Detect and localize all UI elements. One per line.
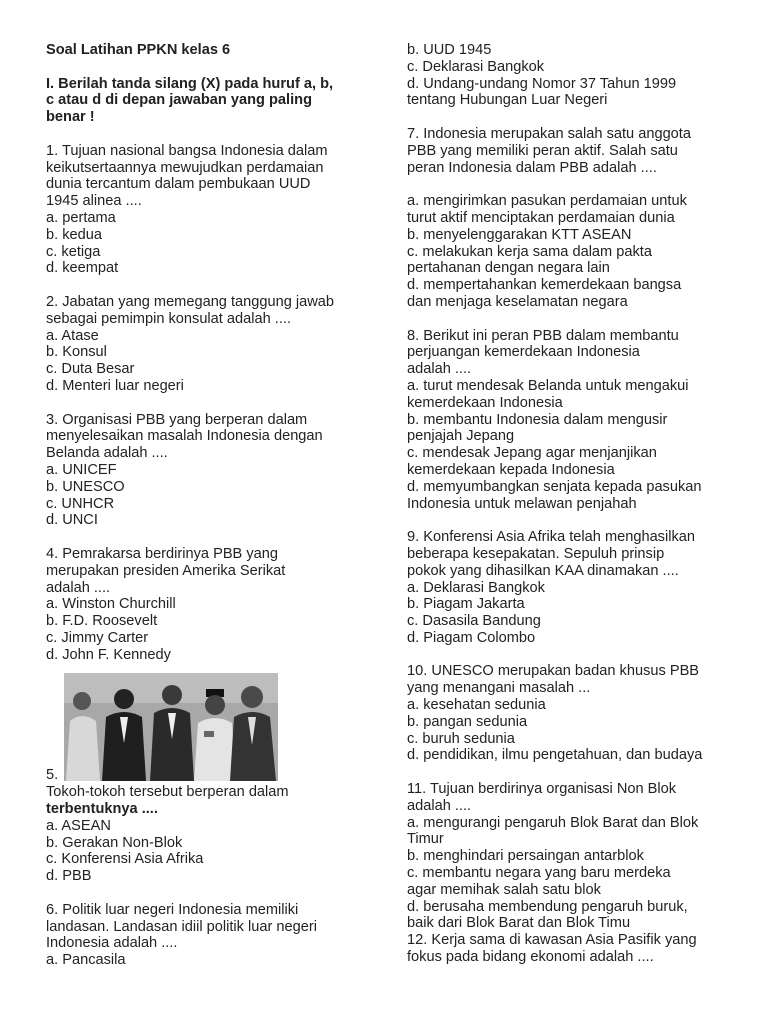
question-text: adalah ....	[407, 361, 472, 378]
answer-option: c. buruh sedunia	[407, 730, 515, 747]
question-text: pokok yang dihasilkan KAA dinamakan ....	[407, 562, 679, 579]
answer-option: d. PBB	[46, 868, 92, 885]
answer-option: d. Piagam Colombo	[407, 629, 536, 646]
answer-option: a. UNICEF	[46, 461, 117, 478]
answer-option: Indonesia untuk melawan penjahah	[407, 495, 637, 512]
question-2	[46, 294, 366, 395]
question-text: adalah ....	[46, 579, 111, 596]
answer-option: b. Konsul	[46, 344, 107, 361]
question-text: 6. Politik luar negeri Indonesia memiliki	[46, 901, 299, 918]
answer-option: pertahanan dengan negara lain	[407, 260, 610, 277]
answer-option: b. UUD 1945	[407, 42, 492, 58]
question-text: 12. Kerja sama di kawasan Asia Pasifik yang	[407, 932, 697, 949]
question-12	[407, 932, 737, 966]
question-6-continued	[407, 42, 737, 109]
answer-option: b. Gerakan Non-Blok	[46, 834, 183, 851]
question-9	[407, 529, 737, 647]
answer-option: penjajah Jepang	[407, 428, 515, 445]
question-7	[407, 126, 737, 311]
question-text: keikutsertaannya mewujudkan perdamaian	[46, 159, 324, 176]
answer-option: tentang Hubungan Luar Negeri	[407, 92, 608, 109]
right-column	[407, 42, 737, 966]
left-column	[46, 42, 366, 969]
answer-option: d. berusaha membendung pengaruh buruk,	[407, 898, 688, 915]
answer-option: baik dari Blok Barat dan Blok Timu	[407, 915, 631, 932]
question-text: yang menangani masalah ...	[407, 680, 591, 697]
answer-option: d. mempertahankan kemerdekaan bangsa	[407, 277, 682, 294]
answer-option: d. pendidikan, ilmu pengetahuan, dan budaya	[407, 747, 703, 764]
answer-option: a. mengirimkan pasukan perdamaian untuk	[407, 193, 687, 210]
question-4	[46, 546, 366, 664]
answer-option: a. Winston Churchill	[46, 596, 176, 613]
answer-option: d. Menteri luar negeri	[46, 377, 184, 394]
answer-option: d. John F. Kennedy	[46, 646, 171, 663]
answer-option: a. Deklarasi Bangkok	[407, 579, 545, 596]
instructions-line: benar !	[46, 109, 95, 126]
answer-option: b. membantu Indonesia dalam mengusir	[407, 411, 668, 428]
answer-option: c. Duta Besar	[46, 361, 135, 378]
question-text: merupakan presiden Amerika Serikat	[46, 562, 286, 579]
answer-option: b. kedua	[46, 226, 102, 243]
answer-option: d. memyumbangkan senjata kepada pasukan	[407, 478, 702, 495]
historical-leaders-photo	[64, 673, 278, 781]
question-text: dunia tercantum dalam pembukaan UUD	[46, 176, 311, 193]
answer-option: a. kesehatan sedunia	[407, 697, 546, 714]
question-number: 5.	[46, 767, 59, 784]
answer-option: c. ketiga	[46, 243, 101, 260]
question-text: terbentuknya ....	[46, 801, 158, 818]
answer-option: c. membantu negara yang baru merdeka	[407, 865, 671, 882]
answer-option: a. mengurangi pengaruh Blok Barat dan Blok	[407, 814, 699, 831]
instructions-line: c atau d di depan jawaban yang paling	[46, 92, 312, 109]
question-text: 9. Konferensi Asia Afrika telah menghasilkan	[407, 529, 695, 546]
question-text: perjuangan kemerdekaan Indonesia	[407, 344, 640, 361]
question-3	[46, 412, 366, 530]
question-text: 4. Pemrakarsa berdirinya PBB yang	[46, 545, 278, 562]
answer-option: a. pertama	[46, 209, 116, 226]
question-text: 3. Organisasi PBB yang berperan dalam	[46, 411, 308, 428]
answer-option: b. menyelenggarakan KTT ASEAN	[407, 226, 632, 243]
answer-option: dan menjaga keselamatan negara	[407, 293, 628, 310]
answer-option: b. F.D. Roosevelt	[46, 613, 158, 630]
answer-option: agar memihak salah satu blok	[407, 881, 601, 898]
question-text: Indonesia adalah ....	[46, 935, 178, 952]
question-6	[46, 902, 366, 969]
answer-option: d. Undang-undang Nomor 37 Tahun 1999	[407, 75, 677, 92]
question-text: PBB yang memiliki peran aktif. Salah satu	[407, 142, 678, 159]
question-5	[46, 673, 366, 885]
question-text: beberapa kesepakatan. Sepuluh prinsip	[407, 545, 665, 562]
answer-option: kemerdekaan Indonesia	[407, 394, 563, 411]
question-text: Tokoh-tokoh tersebut berperan dalam	[46, 784, 289, 801]
answer-option: a. turut mendesak Belanda untuk mengakui	[407, 377, 689, 394]
question-1	[46, 143, 366, 277]
instructions-line: I. Berilah tanda silang (X) pada huruf a, b,	[46, 75, 334, 92]
answer-option: c. Deklarasi Bangkok	[407, 58, 545, 75]
page-title: Soal Latihan PPKN kelas 6	[46, 42, 231, 58]
question-text: 1945 alinea ....	[46, 193, 142, 210]
answer-option: kemerdekaan kepada Indonesia	[407, 461, 615, 478]
answer-option: c. mendesak Jepang agar menjanjikan	[407, 445, 657, 462]
answer-option: c. Jimmy Carter	[46, 629, 149, 646]
question-text: landasan. Landasan idiil politik luar negeri	[46, 918, 317, 935]
answer-option: turut aktif menciptakan perdamaian dunia	[407, 209, 675, 226]
answer-option: a. Atase	[46, 327, 99, 344]
answer-option: c. Konferensi Asia Afrika	[46, 851, 204, 868]
question-text: menyelesaikan masalah Indonesia dengan	[46, 428, 323, 445]
question-11	[407, 781, 737, 932]
answer-option: a. Pancasila	[46, 952, 126, 969]
answer-option: b. Piagam Jakarta	[407, 596, 525, 613]
question-text: 1. Tujuan nasional bangsa Indonesia dalam	[46, 142, 328, 159]
question-10	[407, 663, 737, 764]
answer-option: a. ASEAN	[46, 817, 111, 834]
question-text: peran Indonesia dalam PBB adalah ....	[407, 159, 657, 176]
question-text: 2. Jabatan yang memegang tanggung jawab	[46, 293, 335, 310]
answer-option: b. UNESCO	[46, 478, 125, 495]
question-text: sebagai pemimpin konsulat adalah ....	[46, 310, 292, 327]
answer-option: b. pangan sedunia	[407, 713, 528, 730]
question-text: Belanda adalah ....	[46, 445, 168, 462]
answer-option: c. Dasasila Bandung	[407, 613, 541, 630]
answer-option: b. menghindari persaingan antarblok	[407, 848, 644, 865]
answer-option: Timur	[407, 831, 444, 848]
question-text: 8. Berikut ini peran PBB dalam membantu	[407, 327, 679, 344]
answer-option: d. UNCI	[46, 512, 98, 529]
answer-option: c. melakukan kerja sama dalam pakta	[407, 243, 652, 260]
answer-option: c. UNHCR	[46, 495, 115, 512]
question-text: fokus pada bidang ekonomi adalah ....	[407, 949, 654, 966]
question-text: adalah ....	[407, 797, 472, 814]
question-text: 10. UNESCO merupakan badan khusus PBB	[407, 663, 700, 680]
answer-option: d. keempat	[46, 260, 119, 277]
question-text: 7. Indonesia merupakan salah satu anggota	[407, 125, 691, 142]
question-text: 11. Tujuan berdirinya organisasi Non Blok	[407, 781, 677, 798]
question-8	[407, 328, 737, 513]
